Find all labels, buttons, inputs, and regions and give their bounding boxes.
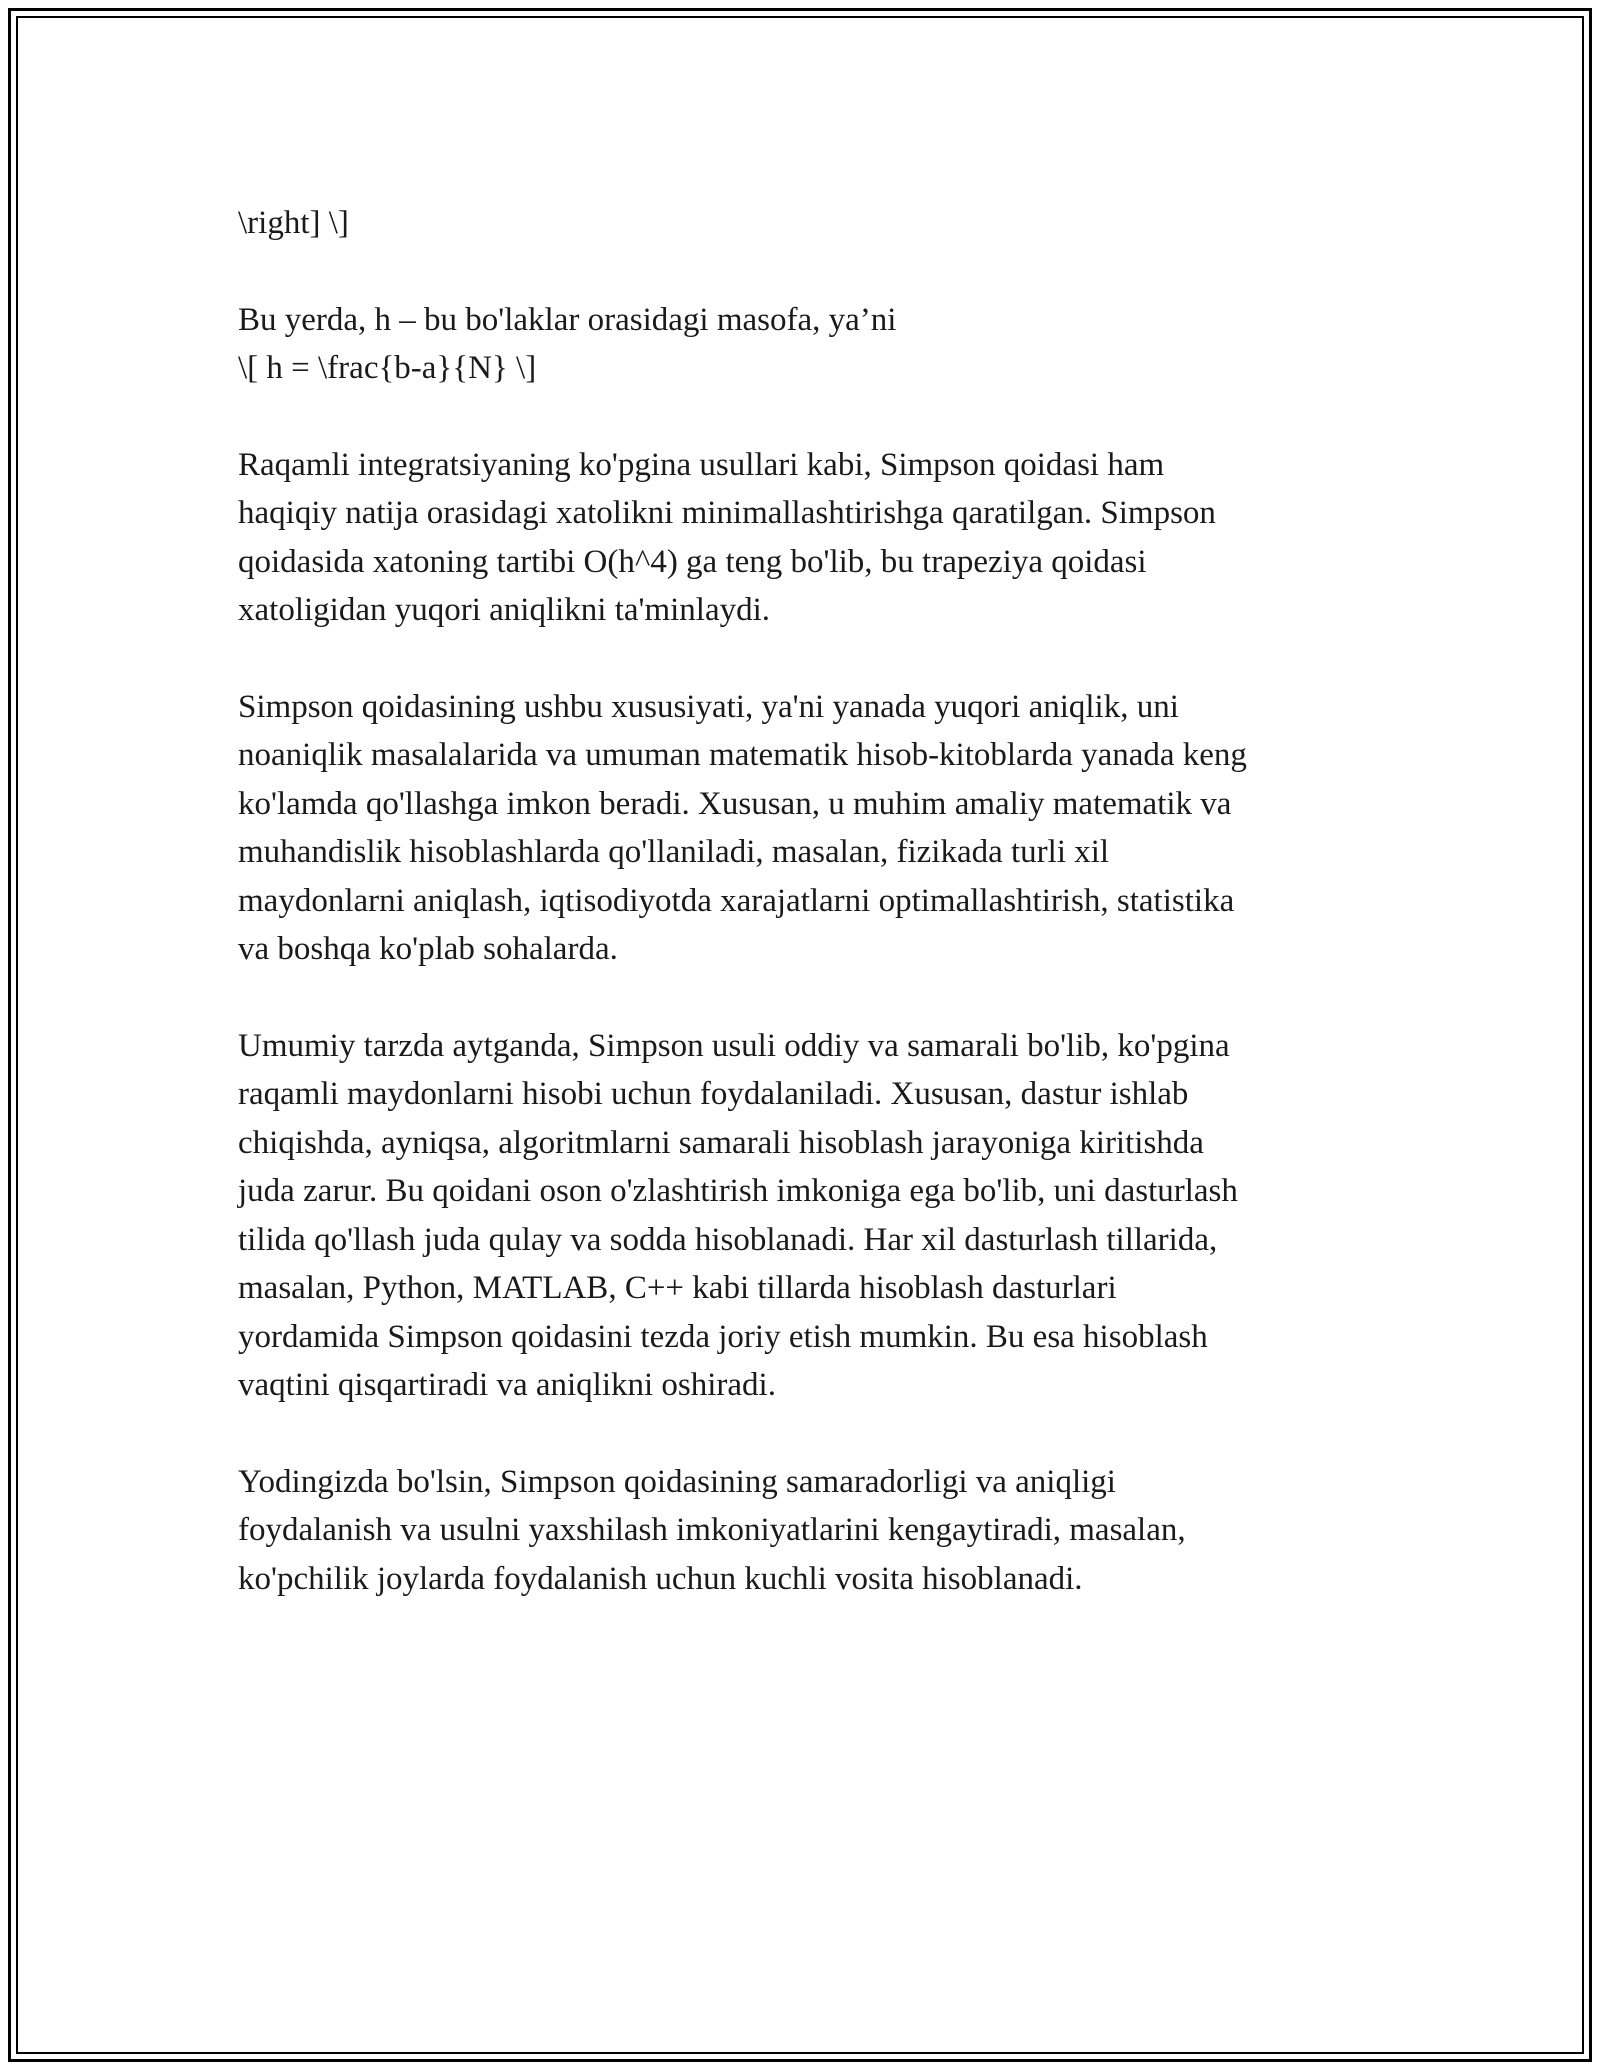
text-line: ko'pchilik joylarda foydalanish uchun kuchli vosita hisoblanadi.	[238, 1560, 1083, 1597]
text-line: Bu yerda, h – bu bo'laklar orasidagi masofa, ya’ni	[238, 301, 897, 338]
paragraph-conclusion	[238, 1458, 1398, 1604]
paragraph-formula-end	[238, 199, 1398, 248]
text-line: yordamida Simpson qoidasini tezda joriy etish mumkin. Bu esa hisoblash	[238, 1318, 1208, 1355]
text-line: va boshqa ko'plab sohalarda.	[238, 931, 618, 967]
document-body	[238, 199, 1398, 1651]
text-line: tilida qo'llash juda qulay va sodda hisoblanadi. Har xil dasturlash tillarida,	[238, 1221, 1218, 1258]
text-line: raqamli maydonlarni hisobi uchun foydalaniladi. Xususan, dastur ishlab	[238, 1076, 1189, 1112]
paragraph-h-definition	[238, 296, 1398, 393]
text-line: ko'lamda qo'llashga imkon beradi. Xususan, u muhim amaliy matematik va	[238, 785, 1232, 822]
text-line: xatoligidan yuqori aniqlikni ta'minlaydi.	[238, 592, 771, 628]
text-line: Raqamli integratsiyaning ko'pgina usullari kabi, Simpson qoidasi ham	[238, 446, 1165, 483]
text-line: Yodingizda bo'lsin, Simpson qoidasining samaradorligi va aniqligi	[238, 1463, 1116, 1500]
text-line: juda zarur. Bu qoidani oson o'zlashtirish imkoniga ega bo'lib, uni dasturlash	[238, 1173, 1238, 1209]
text-line: chiqishda, ayniqsa, algoritmlarni samarali hisoblash jarayoniga kiritishda	[238, 1124, 1204, 1161]
text-line: Simpson qoidasining ushbu xususiyati, ya'ni yanada yuqori aniqlik, uni	[238, 688, 1179, 725]
formula-line: \[ h = \frac{b-a}{N} \]	[238, 350, 537, 386]
text-line: Umumiy tarzda aytganda, Simpson usuli oddiy va samarali bo'lib, ko'pgina	[238, 1027, 1230, 1064]
paragraph-applications	[238, 683, 1398, 974]
text-line: maydonlarni aniqlash, iqtisodiyotda xarajatlarni optimallashtirish, statistika	[238, 882, 1235, 919]
text-line: muhandislik hisoblashlarda qo'llaniladi, masalan, fizikada turli xil	[238, 834, 1110, 870]
paragraph-programming	[238, 1022, 1398, 1410]
page-frame	[8, 8, 1592, 2062]
text-line: qoidasida xatoning tartibi O(h^4) ga teng bo'lib, bu trapeziya qoidasi	[238, 543, 1147, 580]
text-line: foydalanish va usulni yaxshilash imkoniyatlarini kengaytiradi, masalan,	[238, 1512, 1186, 1548]
text-line: masalan, Python, MATLAB, C++ kabi tillarda hisoblash dasturlari	[238, 1270, 1117, 1306]
text-line: haqiqiy natija orasidagi xatolikni minimallashtirishga qaratilgan. Simpson	[238, 495, 1216, 531]
text-line: \right] \]	[238, 205, 349, 241]
text-line: vaqtini qisqartiradi va aniqlikni oshiradi.	[238, 1367, 776, 1403]
paragraph-error-order	[238, 441, 1398, 635]
text-line: noaniqlik masalalarida va umuman matematik hisob-kitoblarda yanada keng	[238, 737, 1247, 773]
